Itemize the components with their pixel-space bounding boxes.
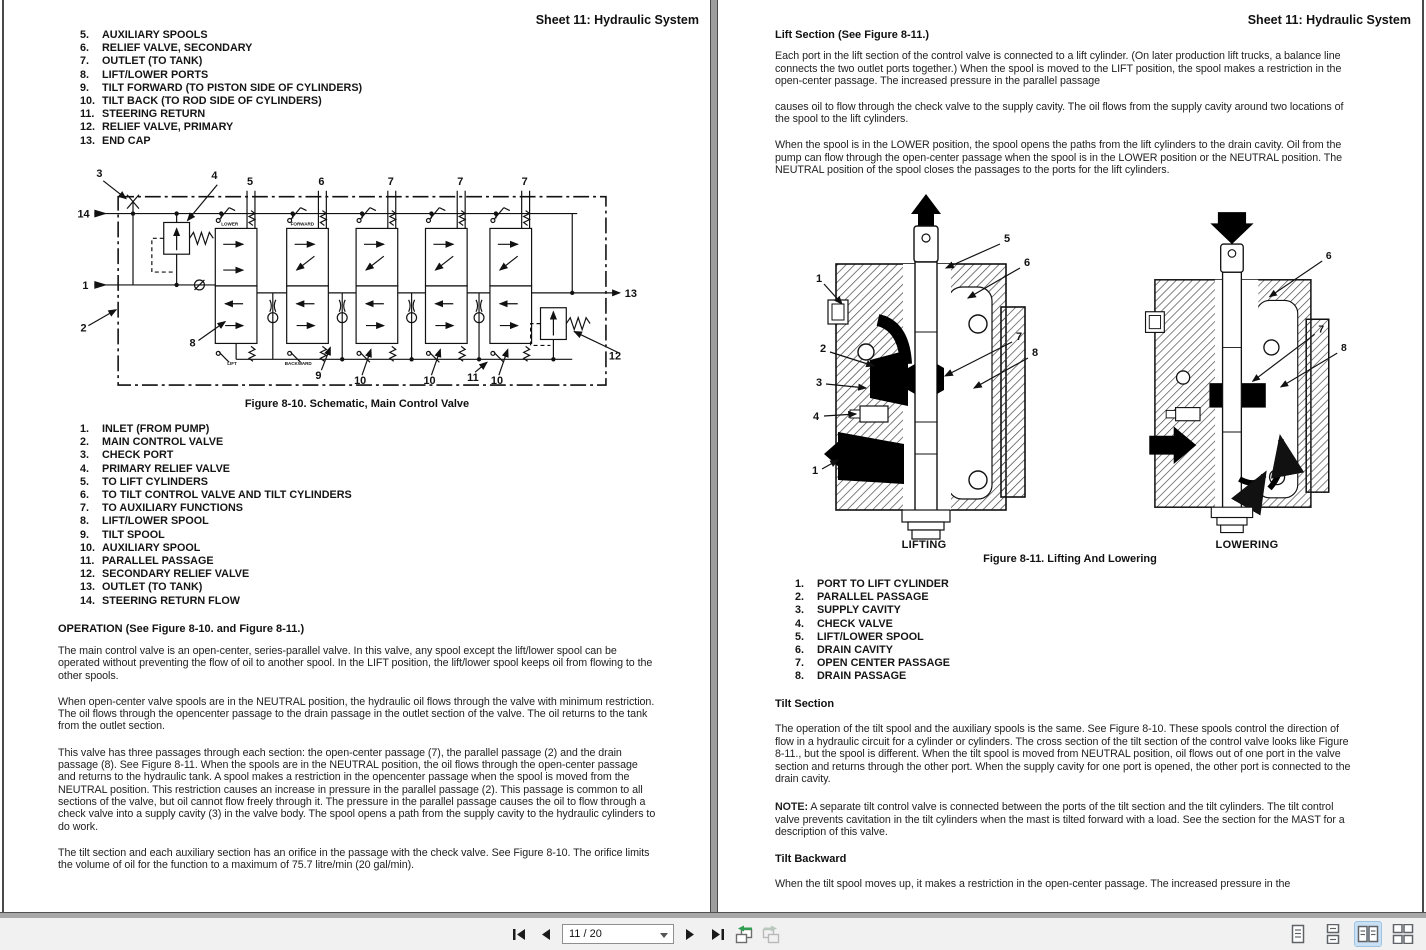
tilt-paragraph: The operation of the tilt spool and the auxiliary spools is the same. See Figure 8-10. These spools control the direction of flow in a hydraulic circuit for a cylinder or cylinders. The cross section of the tilt section of the control valve looks like Figure 8-11., but the spool is different. When the tilt spool is moved from NEUTRAL position, oil flows out of one port in the valve section and returns through the other port. When the supply cavity for one port is opened, the other port is connected to the drain cavity.: [775, 723, 1351, 786]
paragraph: When open-center valve spools are in the NEUTRAL position, the hydraulic oil flows through the valve with minimum restriction. The oil flows through the opencenter passage to the drain passage in the outlet section of the valve. The oil returns to the tank from the outlet section.: [58, 695, 655, 733]
document-page-right: [718, 0, 1422, 912]
tilt-backward-paragraph-block: [775, 878, 1357, 904]
list-item: 5. AUXILIARY SPOOLS: [80, 29, 208, 41]
page-number-input[interactable]: [562, 924, 674, 944]
list-item: 8. DRAIN PASSAGE: [795, 670, 907, 683]
note-text: A separate tilt control valve is connected between the ports of the tilt section and the tilt cylinders. The tilt control valve prevents cavitation in the tilt cylinders when the mast is tilted forward with a load. See the section for the MAST for a description of this valve.: [775, 801, 1345, 839]
callout-14: 14: [77, 208, 90, 221]
callout-12: 12: [608, 350, 622, 363]
two-page-view-icon: [1357, 924, 1379, 944]
list-item: 6. TO TILT CONTROL VALVE AND TILT CYLINDERS: [80, 489, 352, 502]
next-page-button[interactable]: [679, 923, 701, 945]
lifting-callout-2: 2: [820, 343, 827, 355]
figure-8-11-legend: [795, 578, 950, 684]
figure-8-11-lifting: [808, 192, 1040, 540]
lowering-callout-8: 8: [1340, 343, 1347, 355]
callout-13: 13: [624, 287, 637, 300]
lowering-callout-7: 7: [1318, 324, 1325, 336]
label-backward: BACKWARD: [284, 361, 312, 367]
list-item: 5. LIFT/LOWER SPOOL: [795, 630, 924, 643]
label-forward: FORWARD: [290, 221, 315, 227]
paragraph: When the spool is in the LOWER position, the spool opens the paths from the lift cylinders to the drain cavity. Oil from the pump can flow through the open-center passage when the spool is in the LOWER position or the NEUTRAL position. The NEUTRAL position of the spool closes the passages to the ports for the lift cylinders.: [775, 138, 1342, 177]
callout-7b: 7: [457, 175, 464, 188]
callout-7a: 7: [387, 175, 394, 188]
list-item: 2. PARALLEL PASSAGE: [795, 591, 929, 604]
tilt-backward-heading: Tilt Backward: [775, 853, 847, 865]
callout-6: 6: [318, 175, 325, 188]
paragraph: causes oil to flow through the check valve to the supply cavity. The oil flows from the supply cavity around two locations of the spool to the lift cylinders.: [775, 100, 1344, 126]
lifting-label: LIFTING: [901, 539, 947, 551]
list-item: 1. PORT TO LIFT CYLINDER: [795, 578, 949, 590]
continuous-view-icon: [1323, 924, 1343, 944]
lifting-callout-5: 5: [1004, 233, 1011, 245]
list-item: 10. AUXILIARY SPOOL: [80, 541, 201, 554]
lowering-label: LOWERING: [1215, 539, 1279, 551]
two-page-view-button[interactable]: [1355, 922, 1381, 946]
callout-10a: 10: [354, 375, 367, 388]
document-page-left: [4, 0, 710, 912]
previous-view-button[interactable]: [733, 923, 755, 945]
page-indicator: 11 / 20: [569, 928, 602, 940]
list-item: 1. INLET (FROM PUMP): [80, 423, 210, 435]
last-page-button[interactable]: [706, 923, 728, 945]
sheet-header-left: Sheet 11: Hydraulic System: [535, 13, 699, 27]
list-item: 3. SUPPLY CAVITY: [795, 604, 901, 617]
two-page-continuous-view-icon: [1392, 924, 1414, 944]
callout-7c: 7: [521, 175, 528, 188]
operation-heading: OPERATION (See Figure 8-10. and Figure 8-11.): [58, 623, 305, 635]
list-item: 12. RELIEF VALVE, PRIMARY: [80, 121, 234, 134]
tilt-section-paragraph: [775, 723, 1357, 799]
callout-11: 11: [467, 372, 479, 385]
list-item: 8. LIFT/LOWER PORTS: [80, 68, 209, 81]
next-view-button[interactable]: [760, 923, 782, 945]
callout-1: 1: [82, 279, 89, 292]
page-layout-controls: [1285, 922, 1416, 946]
paragraph: The tilt section and each auxiliary section has an orifice in the passage with the check valve. See Figure 8-10. The orifice limits the volume of oil for the function to a maximum of 75.7 litre/min (20 gal/min).: [58, 846, 650, 872]
lifting-callout-4: 4: [813, 411, 820, 423]
list-item: 6. DRAIN CAVITY: [795, 644, 893, 657]
list-item: 8. LIFT/LOWER SPOOL: [80, 515, 209, 528]
list-item: 3. CHECK PORT: [80, 449, 174, 462]
single-page-view-icon: [1288, 924, 1308, 944]
list-item: 14. STEERING RETURN FLOW: [80, 594, 240, 607]
first-page-icon: [512, 928, 527, 941]
lifting-callout-1b: 1: [812, 465, 819, 477]
paragraph: This valve has three passages through each section: the open-center passage (7), the parallel passage (2) and the drain passage (8). See Figure 8-11. When the spools are in the NEUTRAL position, the oil flows through the open-center passage and returns to the hydraulic tank. A spool makes a restriction in the opencenter passage when the spool is moved from the NEUTRAL position. This restriction causes an increase in pressure in the parallel passage (2). This passage is common to all sections of the valve, but oil cannot flow freely through it. The pressure in the parallel passage causes the oil to flow through a check valve into a supply cavity (3) in the valve body. The spool opens a path from the supply cavity to the hydraulic cylinders to do work.: [58, 746, 656, 833]
lowering-callout-6: 6: [1325, 251, 1332, 263]
lifting-callout-3: 3: [816, 377, 823, 389]
page-navigation: [508, 923, 782, 945]
lift-section-paragraphs: [775, 50, 1357, 190]
label-lift: LIFT: [227, 361, 237, 367]
single-page-view-button[interactable]: [1285, 922, 1311, 946]
list-item: 9. TILT SPOOL: [80, 528, 165, 541]
figure-8-10-schematic: [74, 161, 659, 394]
list-item: 4. PRIMARY RELIEF VALVE: [80, 462, 230, 475]
list-item: 12. SECONDARY RELIEF VALVE: [80, 568, 250, 581]
figure-8-11-caption: Figure 8-11. Lifting And Lowering: [983, 553, 1157, 565]
callout-10c: 10: [490, 375, 504, 388]
label-lower: LOWER: [221, 221, 239, 227]
lifting-callout-8: 8: [1032, 347, 1039, 359]
previous-view-icon: [734, 925, 754, 944]
list-item: 11. STEERING RETURN: [80, 108, 206, 121]
first-page-button[interactable]: [508, 923, 530, 945]
callout-8: 8: [189, 337, 196, 350]
next-view-icon: [761, 925, 781, 944]
list-item: 9. TILT FORWARD (TO PISTON SIDE OF CYLINDERS): [80, 81, 363, 94]
figure-8-11-lowering: [1138, 198, 1356, 542]
figure-8-10-legend: [80, 423, 352, 608]
parts-list-top: [80, 29, 362, 148]
paragraph: Each port in the lift section of the control valve is connected to a lift cylinder. (On later production lift trucks, a balance line connects the two outlet ports together.) When the spool is moved to the LIFT position, the spool makes a restriction in the open-center passage. The increased pressure in the parallel passage: [775, 50, 1342, 88]
paragraph: The main control valve is an open-center, series-parallel valve. In this valve, any spool except the lift/lower spool can be operated without preventing the flow of oil to another spool. In the LIFT position, the lift/lower spool keeps oil from flowing to the other spools.: [58, 645, 653, 682]
callout-5: 5: [247, 175, 254, 188]
last-page-icon: [710, 928, 725, 941]
viewer-toolbar: [0, 918, 1426, 950]
list-item: 7. OPEN CENTER PASSAGE: [795, 657, 950, 670]
note-label: NOTE:: [775, 801, 808, 813]
viewer-right-edge: [1422, 0, 1424, 912]
list-item: 4. CHECK VALVE: [795, 617, 893, 630]
list-item: 5. TO LIFT CYLINDERS: [80, 475, 208, 488]
list-item: 10. TILT BACK (TO ROD SIDE OF CYLINDERS): [80, 95, 322, 108]
lift-section-heading: Lift Section (See Figure 8-11.): [775, 29, 930, 41]
callout-4: 4: [211, 169, 218, 182]
list-item: 11. PARALLEL PASSAGE: [80, 555, 214, 568]
callout-3: 3: [96, 167, 103, 180]
lifting-callout-1a: 1: [816, 273, 823, 285]
note-paragraph: [775, 801, 1357, 852]
list-item: 13. OUTLET (TO TANK): [80, 581, 203, 594]
callout-2: 2: [80, 322, 87, 335]
tilt-section-heading: Tilt Section: [775, 698, 835, 710]
figure-8-10-caption: Figure 8-10. Schematic, Main Control Valve: [244, 398, 470, 410]
list-item: 7. OUTLET (TO TANK): [80, 55, 203, 68]
next-page-icon: [684, 928, 696, 941]
lifting-callout-6: 6: [1024, 257, 1031, 269]
previous-page-button[interactable]: [535, 923, 557, 945]
list-item: 13. END CAP: [80, 134, 151, 147]
two-page-continuous-view-button[interactable]: [1390, 922, 1416, 946]
previous-page-icon: [540, 928, 552, 941]
operation-paragraphs: [58, 645, 658, 885]
sheet-header-right: Sheet 11: Hydraulic System: [1247, 13, 1411, 27]
callout-9: 9: [315, 370, 322, 383]
tilt-backward-paragraph: When the tilt spool moves up, it makes a restriction in the open-center passage. The increased pressure in the: [775, 878, 1291, 890]
lifting-callout-7: 7: [1016, 331, 1023, 343]
callout-10b: 10: [423, 375, 436, 388]
list-item: 2. MAIN CONTROL VALVE: [80, 436, 224, 449]
chevron-down-icon[interactable]: [660, 933, 668, 938]
page-gap: [710, 0, 718, 912]
continuous-view-button[interactable]: [1320, 922, 1346, 946]
list-item: 7. TO AUXILIARY FUNCTIONS: [80, 502, 243, 515]
list-item: 6. RELIEF VALVE, SECONDARY: [80, 42, 253, 55]
